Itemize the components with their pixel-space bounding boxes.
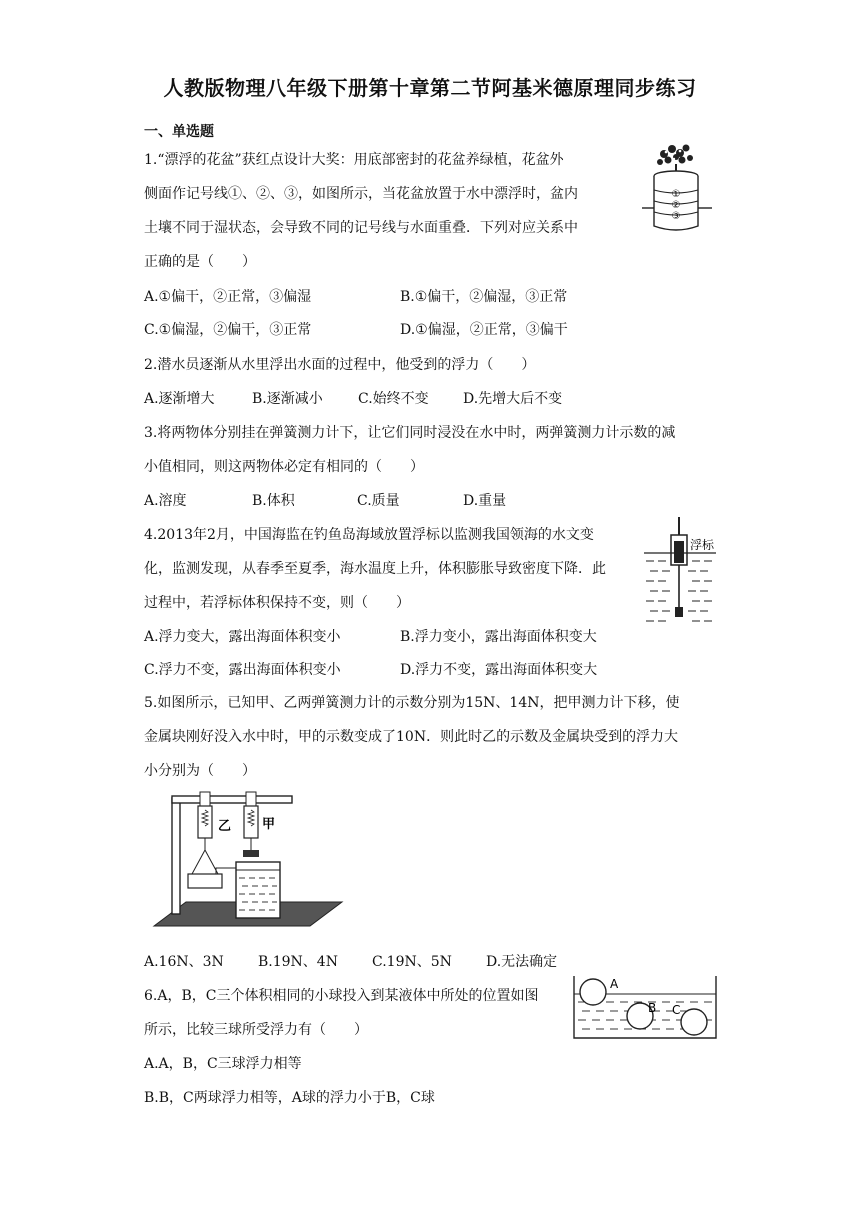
q1-line-3: 土壤不同于湿状态，会导致不同的记号线与水面重叠．下列对应关系中 bbox=[144, 220, 578, 236]
q1-option-c[interactable]: C.①偏湿，②偏干，③正常 bbox=[144, 322, 312, 338]
mark-1-label: ① bbox=[671, 189, 681, 200]
q1-line-1: 1.“漂浮的花盆”获红点设计大奖：用底部密封的花盆养绿植，花盆外 bbox=[144, 152, 564, 168]
q4-line-1: 4.2013年2月，中国海监在钓鱼岛海域放置浮标以监测我国领海的水文变 bbox=[144, 527, 594, 543]
q1-option-b[interactable]: B.①偏干，②偏湿，③正常 bbox=[400, 289, 568, 305]
spring-scale-figure bbox=[146, 790, 346, 938]
q6-option-a[interactable]: A.A，B，C三球浮力相等 bbox=[144, 1056, 302, 1072]
q4-line-2: 化，监测发现，从春季至夏季，海水温度上升，体积膨胀导致密度下降．此 bbox=[144, 561, 606, 577]
mark-2-label: ② bbox=[671, 200, 681, 211]
q4-option-b[interactable]: B.浮力变小，露出海面体积变大 bbox=[400, 629, 597, 645]
ball-c-label: C bbox=[672, 1003, 681, 1017]
scale-yi-label: 乙 bbox=[218, 819, 232, 834]
q5-option-d[interactable]: D.无法确定 bbox=[486, 954, 558, 970]
q2-option-a[interactable]: A.逐渐增大 bbox=[144, 391, 215, 407]
q5-line-2: 金属块刚好没入水中时，甲的示数变成了10N．则此时乙的示数及金属块受到的浮力大 bbox=[144, 729, 679, 745]
q5-option-a[interactable]: A.16N、3N bbox=[144, 954, 224, 970]
q5-option-c[interactable]: C.19N、5N bbox=[372, 954, 452, 970]
q3-option-c[interactable]: C.质量 bbox=[357, 493, 400, 509]
page-title: 人教版物理八年级下册第十章第二节阿基米德原理同步练习 bbox=[163, 76, 697, 100]
q3-line-1: 3.将两物体分别挂在弹簧测力计下，让它们同时浸没在水中时，两弹簧测力计示数的减 bbox=[144, 425, 676, 441]
q5-line-1: 5.如图所示，已知甲、乙两弹簧测力计的示数分别为15N、14N，把甲测力计下移，使 bbox=[144, 695, 680, 711]
flowerpot-figure bbox=[636, 140, 716, 240]
q3-option-b[interactable]: B.体积 bbox=[252, 493, 295, 509]
q1-option-a[interactable]: A.①偏干，②正常，③偏湿 bbox=[144, 289, 312, 305]
q3-option-d[interactable]: D.重量 bbox=[463, 493, 507, 509]
q6-option-b[interactable]: B.B，C两球浮力相等，A球的浮力小于B，C球 bbox=[144, 1090, 435, 1106]
q1-line-4: 正确的是（ ） bbox=[144, 254, 256, 270]
q4-option-d[interactable]: D.浮力不变，露出海面体积变大 bbox=[400, 662, 598, 678]
buoy-label: 浮标 bbox=[690, 538, 715, 552]
q2-option-d[interactable]: D.先增大后不变 bbox=[463, 391, 563, 407]
three-balls-figure bbox=[570, 972, 720, 1042]
q1-option-d[interactable]: D.①偏湿，②正常，③偏干 bbox=[400, 322, 568, 338]
ball-a-label: A bbox=[610, 977, 619, 991]
q6-line-1: 6.A，B，C三个体积相同的小球投入到某液体中所处的位置如图 bbox=[144, 988, 539, 1004]
q3-option-a[interactable]: A.溶度 bbox=[144, 493, 187, 509]
mark-3-label: ③ bbox=[671, 211, 681, 222]
q5-line-3: 小分别为（ ） bbox=[144, 763, 256, 779]
q1-line-2: 侧面作记号线①、②、③，如图所示，当花盆放置于水中漂浮时，盆内 bbox=[144, 186, 578, 202]
ball-b-label: B bbox=[648, 1001, 657, 1015]
q3-line-2: 小值相同，则这两物体必定有相同的（ ） bbox=[144, 459, 424, 475]
buoy-figure bbox=[642, 515, 718, 627]
q4-option-c[interactable]: C.浮力不变，露出海面体积变小 bbox=[144, 662, 341, 678]
section-heading: 一、单选题 bbox=[144, 124, 214, 140]
scale-jia-label: 甲 bbox=[262, 817, 276, 832]
q2-option-c[interactable]: C.始终不变 bbox=[358, 391, 429, 407]
q2-option-b[interactable]: B.逐渐减小 bbox=[252, 391, 323, 407]
q5-option-b[interactable]: B.19N、4N bbox=[258, 954, 338, 970]
q2-line-1: 2.潜水员逐渐从水里浮出水面的过程中，他受到的浮力（ ） bbox=[144, 357, 536, 373]
q6-line-2: 所示，比较三球所受浮力有（ ） bbox=[144, 1022, 368, 1038]
q4-option-a[interactable]: A.浮力变大，露出海面体积变小 bbox=[144, 629, 341, 645]
q4-line-3: 过程中，若浮标体积保持不变，则（ ） bbox=[144, 595, 410, 611]
